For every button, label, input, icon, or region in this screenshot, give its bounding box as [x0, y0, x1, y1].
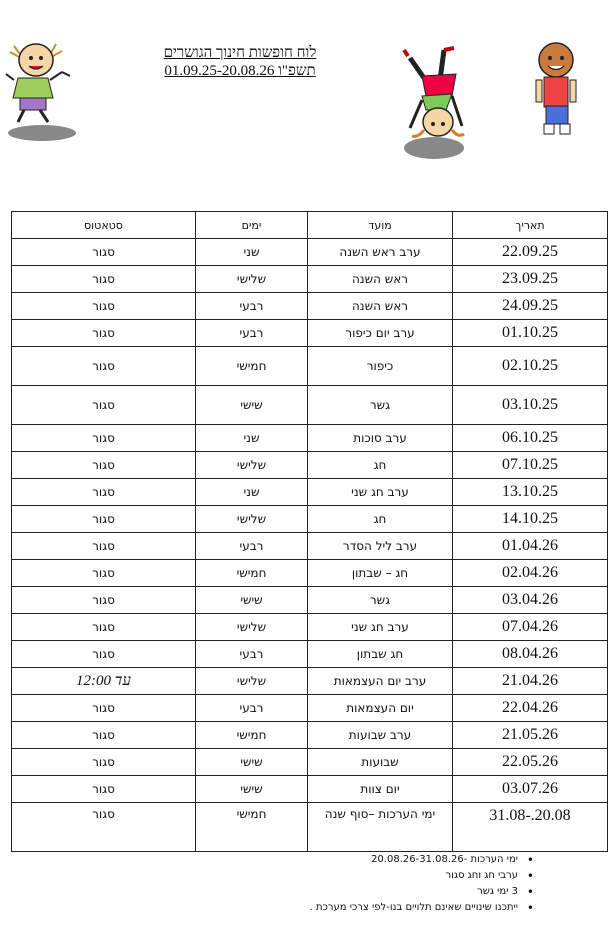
row-date: 22.09.25 — [453, 239, 608, 266]
row-status: סגור — [12, 587, 196, 614]
row-date: 14.10.25 — [453, 506, 608, 533]
row-date: 31.08-.20.08 — [453, 803, 608, 852]
row-day: רבעי — [196, 641, 308, 668]
row-day: שלישי — [196, 266, 308, 293]
row-day: שני — [196, 425, 308, 452]
row-date: 22.04.26 — [453, 695, 608, 722]
row-status: סגור — [12, 533, 196, 560]
row-day: שלישי — [196, 452, 308, 479]
row-day: שני — [196, 239, 308, 266]
row-event: ערב חג שני — [308, 479, 453, 506]
row-event: חג — [308, 506, 453, 533]
row-date: 02.10.25 — [453, 347, 608, 386]
row-day: שישי — [196, 776, 308, 803]
row-date: 03.04.26 — [453, 587, 608, 614]
header-date: תאריך — [453, 212, 608, 239]
row-status: סגור — [12, 749, 196, 776]
row-event: חג שבתון — [308, 641, 453, 668]
row-event: שבועות — [308, 749, 453, 776]
table-row — [12, 776, 608, 803]
table-row — [12, 425, 608, 452]
row-date: 03.10.25 — [453, 386, 608, 425]
row-status: סגור — [12, 347, 196, 386]
table-row — [12, 803, 608, 852]
row-day: שלישי — [196, 668, 308, 695]
row-event: ראש השנה — [308, 266, 453, 293]
note-item: • ערבי חג וחג סגור — [234, 868, 534, 884]
row-status: סגור — [12, 560, 196, 587]
row-status: סגור — [12, 776, 196, 803]
holiday-schedule-table — [11, 211, 608, 852]
row-status: סגור — [12, 266, 196, 293]
row-day: שישי — [196, 386, 308, 425]
row-day: חמישי — [196, 722, 308, 749]
row-status: סגור — [12, 803, 196, 852]
row-date: 01.04.26 — [453, 533, 608, 560]
page-title — [140, 44, 340, 80]
note-item: • ייתכנו שינויים שאינם תלויים בנו-לפי צרכי מערכת . — [234, 900, 534, 916]
table-row — [12, 386, 608, 425]
header-status: סטאטוס — [12, 212, 196, 239]
row-day: חמישי — [196, 347, 308, 386]
note-item: • ימי הערכות -20.08.26-31.08.26 — [234, 852, 534, 868]
table-row — [12, 320, 608, 347]
row-event: ראש השנה — [308, 293, 453, 320]
row-date: 24.09.25 — [453, 293, 608, 320]
table-row — [12, 479, 608, 506]
table-body — [12, 239, 608, 852]
table-row — [12, 722, 608, 749]
row-date: 01.10.25 — [453, 320, 608, 347]
row-status: סגור — [12, 479, 196, 506]
row-day: שישי — [196, 749, 308, 776]
school-year: תשפ"ו — [278, 63, 316, 79]
table-header-row — [12, 212, 608, 239]
row-date: 22.05.26 — [453, 749, 608, 776]
row-date: 07.10.25 — [453, 452, 608, 479]
row-date: 06.10.25 — [453, 425, 608, 452]
row-event: גשר — [308, 587, 453, 614]
table-row — [12, 533, 608, 560]
header-event: מועד — [308, 212, 453, 239]
row-day: רבעי — [196, 533, 308, 560]
row-date: 03.07.26 — [453, 776, 608, 803]
row-day: שלישי — [196, 614, 308, 641]
row-status: סגור — [12, 425, 196, 452]
row-status: סגור — [12, 614, 196, 641]
row-event: ערב סוכות — [308, 425, 453, 452]
row-event: ערב חג שני — [308, 614, 453, 641]
table-row — [12, 239, 608, 266]
row-event: ערב יום כיפור — [308, 320, 453, 347]
row-day: שלישי — [196, 506, 308, 533]
row-date: 07.04.26 — [453, 614, 608, 641]
row-event: כיפור — [308, 347, 453, 386]
table-row — [12, 266, 608, 293]
table-row — [12, 452, 608, 479]
table-row — [12, 293, 608, 320]
table-row — [12, 695, 608, 722]
row-status: סגור — [12, 320, 196, 347]
row-event: ערב ליל הסדר — [308, 533, 453, 560]
row-status: סגור — [12, 293, 196, 320]
row-status: סגור — [12, 695, 196, 722]
row-date: 08.04.26 — [453, 641, 608, 668]
row-event: ערב יום העצמאות — [308, 668, 453, 695]
row-event: יום העצמאות — [308, 695, 453, 722]
row-date: 21.04.26 — [453, 668, 608, 695]
row-status: עד 12:00 — [12, 668, 196, 695]
title-line-1: לוח חופשות חינוך הגושרים — [163, 45, 317, 61]
table-row — [12, 347, 608, 386]
notes-list — [234, 852, 534, 916]
row-day: רבעי — [196, 320, 308, 347]
row-status: סגור — [12, 386, 196, 425]
row-status: סגור — [12, 239, 196, 266]
row-date: 13.10.25 — [453, 479, 608, 506]
row-event: גשר — [308, 386, 453, 425]
row-status: סגור — [12, 722, 196, 749]
row-date: 02.04.26 — [453, 560, 608, 587]
row-day: חמישי — [196, 803, 308, 852]
row-event: ימי הערכות –סוף שנה — [308, 803, 453, 852]
row-day: שני — [196, 479, 308, 506]
jumping-kid-illustration — [4, 38, 84, 142]
standing-kid-illustration — [526, 40, 586, 144]
row-status: סגור — [12, 506, 196, 533]
row-event: ערב שבועות — [308, 722, 453, 749]
handstand-kid-illustration — [400, 44, 480, 162]
row-event: חג — [308, 452, 453, 479]
title-line-2 — [140, 62, 340, 80]
row-day: שישי — [196, 587, 308, 614]
header-day: ימים — [196, 212, 308, 239]
table-row — [12, 641, 608, 668]
row-event: ערב ראש השנה — [308, 239, 453, 266]
row-day: רבעי — [196, 695, 308, 722]
row-event: חג – שבתון — [308, 560, 453, 587]
table-row — [12, 668, 608, 695]
table-row — [12, 587, 608, 614]
row-day: רבעי — [196, 293, 308, 320]
row-date: 23.09.25 — [453, 266, 608, 293]
row-date: 21.05.26 — [453, 722, 608, 749]
table-row — [12, 560, 608, 587]
note-item: • 3 ימי גשר — [234, 884, 534, 900]
table-row — [12, 506, 608, 533]
row-day: חמישי — [196, 560, 308, 587]
row-event: יום צוות — [308, 776, 453, 803]
table-row — [12, 749, 608, 776]
table-row — [12, 614, 608, 641]
date-range: 01.09.25-20.08.26 — [164, 63, 275, 79]
row-status: סגור — [12, 641, 196, 668]
row-status: סגור — [12, 452, 196, 479]
